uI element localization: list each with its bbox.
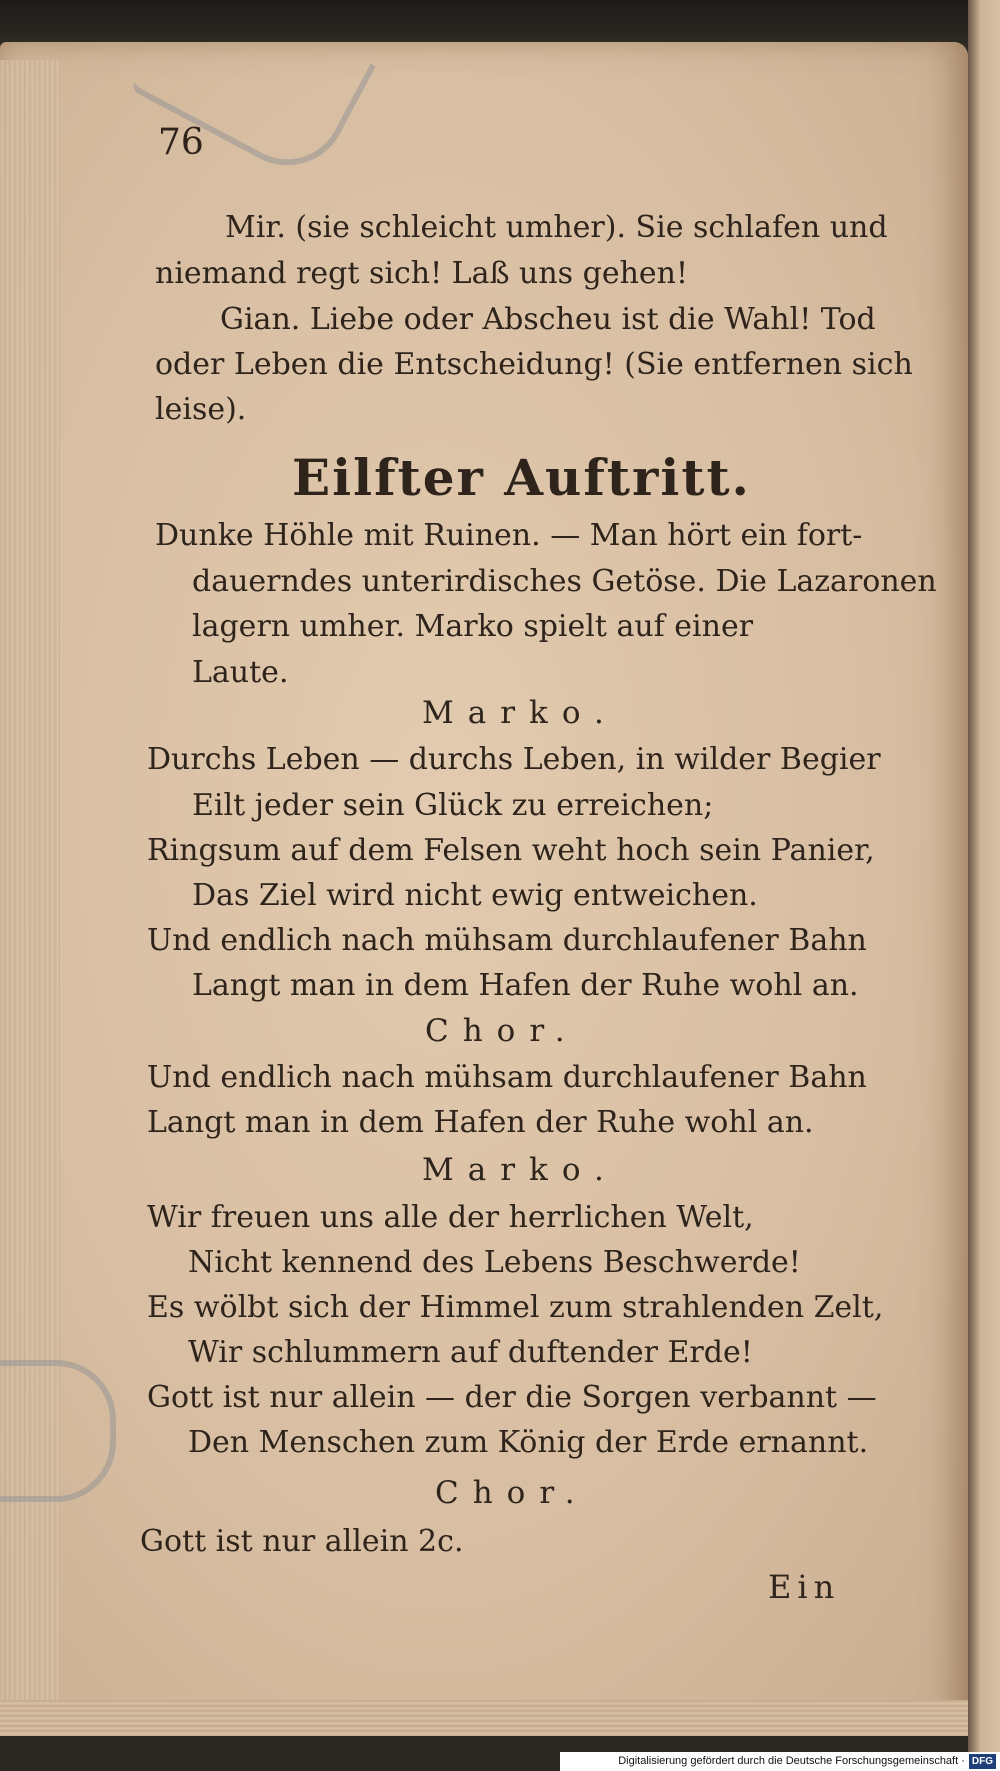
song-line: Durchs Leben — durchs Leben, in wilder Begier <box>147 742 881 777</box>
song-line: Gott ist nur allein — der die Sorgen verbannt — <box>147 1380 877 1415</box>
chorus-line: Langt man in dem Hafen der Ruhe wohl an. <box>147 1105 814 1140</box>
song-line: Es wölbt sich der Himmel zum strahlenden Zelt, <box>147 1290 884 1325</box>
catchword: Ein <box>768 1568 841 1606</box>
text-line: oder Leben die Entscheidung! (Sie entfernen sich <box>155 347 913 382</box>
song-line: Eilt jeder sein Glück zu erreichen; <box>192 788 714 823</box>
text-line: Gian. Liebe oder Abscheu ist die Wahl! Tod <box>220 302 876 337</box>
dfg-logo: DFG <box>969 1754 996 1769</box>
chorus-label: Chor. <box>435 1475 589 1511</box>
page-number: 76 <box>158 122 204 163</box>
digitization-footer <box>560 1752 1000 1771</box>
song-line: Wir freuen uns alle der herrlichen Welt, <box>147 1200 754 1235</box>
stage-direction-line: lagern umher. Marko spielt auf einer <box>192 609 754 644</box>
chorus-line: Und endlich nach mühsam durchlaufener Bahn <box>147 1060 867 1095</box>
stage-direction-line: Laute. <box>192 655 289 690</box>
song-line: Nicht kennend des Lebens Beschwerde! <box>188 1245 801 1280</box>
text-line: leise). <box>155 392 247 427</box>
song-line: Langt man in dem Hafen der Ruhe wohl an. <box>192 968 859 1003</box>
text-line: Mir. (sie schleicht umher). Sie schlafen und <box>225 210 888 245</box>
speaker-name: Marko. <box>422 1152 618 1188</box>
scene-heading: Eilfter Auftritt. <box>292 448 751 507</box>
chorus-label: Chor. <box>425 1013 579 1049</box>
speaker-name: Marko. <box>422 695 618 731</box>
adjacent-page-edge <box>968 0 1000 1771</box>
footer-text: Digitalisierung gefördert durch die Deutsche Forschungsgemeinschaft · <box>618 1755 965 1767</box>
stage-direction-line: Dunke Höhle mit Ruinen. — Man hört ein fort- <box>155 518 863 553</box>
text-line: niemand regt sich! Laß uns gehen! <box>155 256 689 291</box>
paper-clip-left <box>0 1360 116 1502</box>
song-line: Ringsum auf dem Felsen weht hoch sein Panier, <box>147 833 875 868</box>
song-line: Und endlich nach mühsam durchlaufener Bahn <box>147 923 867 958</box>
song-line: Den Menschen zum König der Erde ernannt. <box>188 1425 869 1460</box>
song-line: Das Ziel wird nicht ewig entweichen. <box>192 878 758 913</box>
chorus-line: Gott ist nur allein 2c. <box>140 1524 464 1559</box>
page-edges-bottom <box>0 1700 968 1736</box>
stage-direction-line: dauerndes unterirdisches Getöse. Die Lazaronen <box>192 564 937 599</box>
song-line: Wir schlummern auf duftender Erde! <box>188 1335 753 1370</box>
